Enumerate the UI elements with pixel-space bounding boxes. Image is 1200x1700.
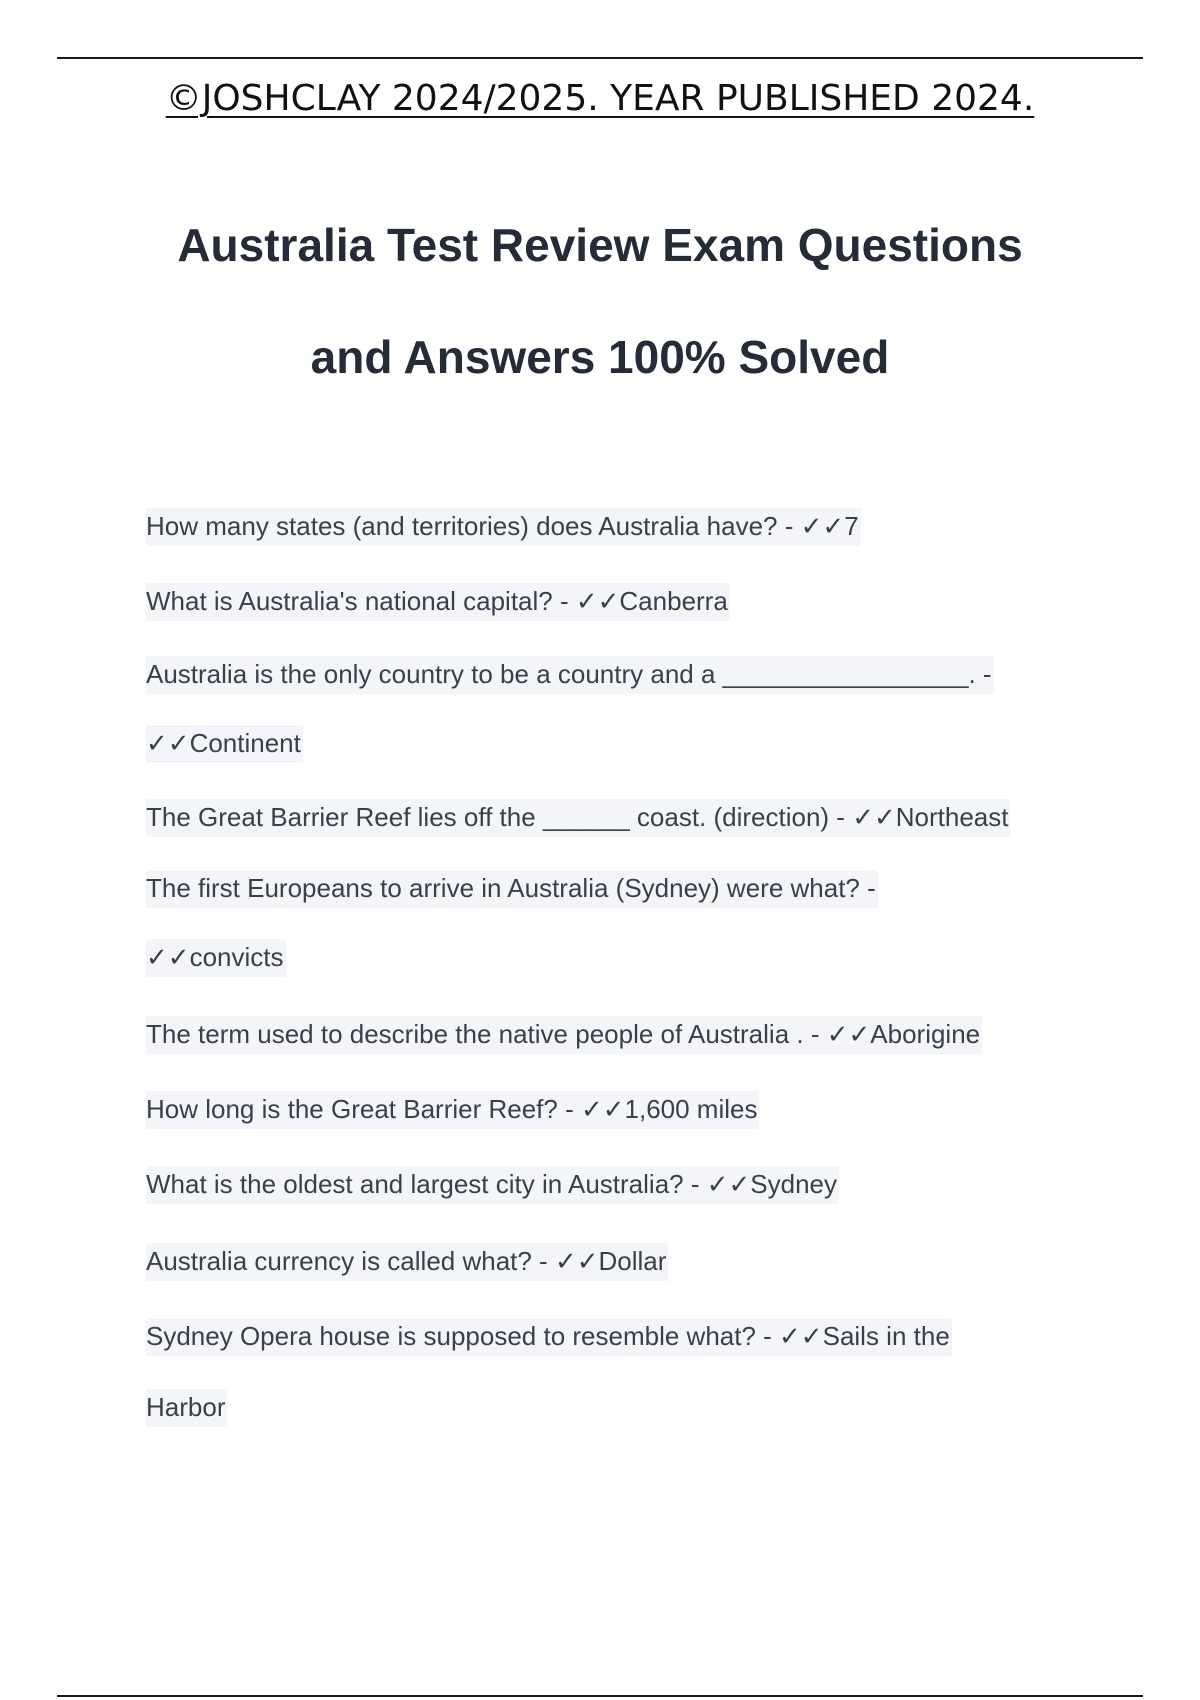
document-title-line-2: and Answers 100% Solved: [310, 331, 890, 383]
qa-line: The term used to describe the native people of Australia . - ✓✓Aborigine: [146, 1016, 982, 1054]
qa-line: The first Europeans to arrive in Australia (Sydney) were what? -: [146, 870, 878, 908]
copyright-header: [0, 78, 1200, 119]
qa-line: ✓✓Continent: [146, 725, 303, 763]
qa-line: How long is the Great Barrier Reef? - ✓✓1,600 miles: [146, 1091, 759, 1129]
qa-line: Sydney Opera house is supposed to resemble what? - ✓✓Sails in the: [146, 1318, 952, 1356]
document-title-line-1: Australia Test Review Exam Questions: [177, 219, 1023, 271]
qa-line: What is the oldest and largest city in Australia? - ✓✓Sydney: [146, 1166, 839, 1204]
qa-line: ✓✓convicts: [146, 939, 286, 977]
qa-line: Australia is the only country to be a country and a _________________. -: [146, 656, 994, 694]
qa-line: Australia currency is called what? - ✓✓Dollar: [146, 1243, 668, 1281]
qa-line: The Great Barrier Reef lies off the ______ coast. (direction) - ✓✓Northeast: [146, 799, 1010, 837]
bottom-rule: [57, 1695, 1143, 1697]
copyright-text: ©JOSHCLAY 2024/2025. YEAR PUBLISHED 2024.: [165, 78, 1035, 119]
top-rule: [57, 57, 1143, 59]
qa-line: What is Australia's national capital? - ✓✓Canberra: [146, 583, 730, 621]
qa-line: How many states (and territories) does Australia have? - ✓✓7: [146, 508, 861, 546]
qa-line: Harbor: [146, 1389, 227, 1427]
